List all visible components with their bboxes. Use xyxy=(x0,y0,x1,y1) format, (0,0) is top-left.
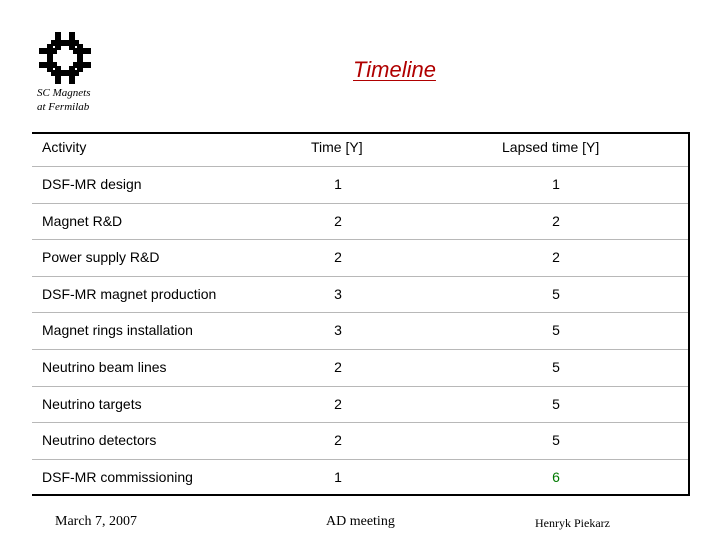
activity-cell: Neutrino detectors xyxy=(42,432,157,449)
table-row xyxy=(32,203,688,239)
time-cell: 2 xyxy=(334,359,342,375)
table-row xyxy=(32,422,688,458)
activity-cell: Neutrino targets xyxy=(42,395,142,412)
table-row xyxy=(32,239,688,275)
org-line-2: at Fermilab xyxy=(37,101,90,113)
organization-label xyxy=(37,86,90,114)
lapsed-time-cell: 2 xyxy=(552,249,560,266)
table-row xyxy=(32,459,688,495)
table-row xyxy=(32,276,688,312)
fermilab-logo-icon xyxy=(39,32,91,84)
lapsed-time-cell: 5 xyxy=(552,359,560,375)
lapsed-time-cell: 6 xyxy=(552,468,560,485)
activity-cell: Neutrino beam lines xyxy=(42,359,167,375)
timeline-table xyxy=(32,132,690,496)
lapsed-time-cell: 2 xyxy=(552,212,560,229)
activity-cell: DSF-MR magnet production xyxy=(42,285,217,302)
activity-cell: Magnet R&D xyxy=(42,212,123,229)
activity-cell: Magnet rings installation xyxy=(42,322,193,339)
lapsed-time-cell: 5 xyxy=(552,285,560,302)
lapsed-time-cell: 5 xyxy=(552,395,560,412)
column-header-activity: Activity xyxy=(42,139,87,155)
activity-cell: DSF-MR design xyxy=(42,176,142,192)
column-header-lapsed-time: Lapsed time [Y] xyxy=(502,139,600,155)
time-cell: 3 xyxy=(334,285,342,302)
table-row xyxy=(32,349,688,385)
table-row xyxy=(32,166,688,202)
time-cell: 3 xyxy=(334,322,342,339)
time-cell: 2 xyxy=(334,249,342,266)
org-line-1: SC Magnets xyxy=(37,87,91,99)
footer-date: March 7, 2007 xyxy=(55,514,138,529)
page-title: Timeline xyxy=(353,57,436,82)
time-cell: 2 xyxy=(334,395,342,412)
time-cell: 1 xyxy=(334,176,342,192)
table-row xyxy=(32,386,688,422)
lapsed-time-cell: 1 xyxy=(552,176,560,192)
time-cell: 1 xyxy=(334,468,342,485)
footer-author: Henryk Piekarz xyxy=(535,516,610,530)
time-cell: 2 xyxy=(334,432,342,449)
lapsed-time-cell: 5 xyxy=(552,322,560,339)
time-cell: 2 xyxy=(334,212,342,229)
activity-cell: DSF-MR commissioning xyxy=(42,468,193,485)
activity-cell: Power supply R&D xyxy=(42,249,160,266)
footer-meeting: AD meeting xyxy=(326,514,395,529)
column-header-time: Time [Y] xyxy=(311,139,363,155)
table-row xyxy=(32,312,688,348)
lapsed-time-cell: 5 xyxy=(552,432,560,449)
